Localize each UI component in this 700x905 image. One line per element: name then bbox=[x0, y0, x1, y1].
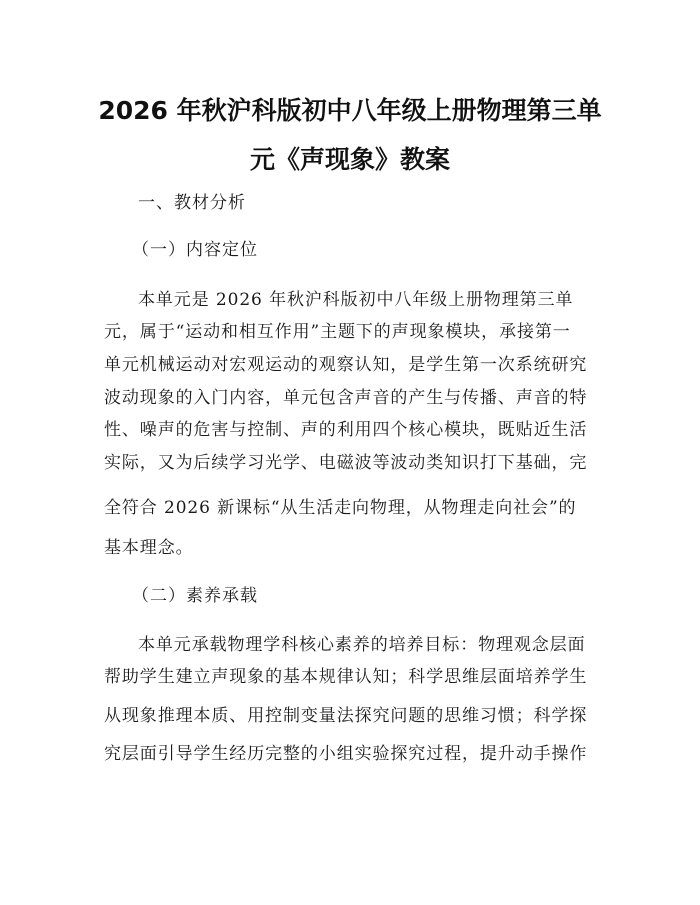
title-line-2: 元《声现象》教案 bbox=[249, 145, 450, 174]
title-line-1: 2026 年秋沪科版初中八年级上册物理第三单 bbox=[98, 96, 602, 125]
paragraph-line: 本单元是 2026 年秋沪科版初中八年级上册物理第三单 bbox=[138, 290, 574, 310]
paragraph-line: 本单元承载物理学科核心素养的培养目标：物理观念层面 bbox=[138, 635, 586, 655]
paragraph-line: 全符合 2026 新课标“从生活走向物理，从物理走向社会”的 bbox=[104, 498, 577, 518]
subsection-heading-content-positioning: （一）内容定位 bbox=[132, 240, 258, 260]
paragraph-line: 实际，又为后续学习光学、电磁波等波动类知识打下基础，完 bbox=[104, 453, 588, 473]
document-title bbox=[60, 86, 640, 184]
paragraph-line: 波动现象的入门内容，单元包含声音的产生与传播、声音的特 bbox=[104, 388, 588, 408]
paragraph-line: 帮助学生建立声现象的基本规律认知；科学思维层面培养学生 bbox=[104, 667, 588, 687]
paragraph-line: 单元机械运动对宏观运动的观察认知，是学生第一次系统研究 bbox=[104, 355, 588, 375]
paragraph-line: 基本理念。 bbox=[104, 538, 194, 558]
subsection-heading-literacy: （二）素养承载 bbox=[132, 586, 258, 606]
section-heading-textbook-analysis: 一、教材分析 bbox=[138, 193, 246, 213]
paragraph-line: 性、噪声的危害与控制、声的利用四个核心模块，既贴近生活 bbox=[104, 420, 588, 440]
paragraph-line: 究层面引导学生经历完整的小组实验探究过程，提升动手操作 bbox=[104, 744, 588, 764]
paragraph-line: 从现象推理本质、用控制变量法探究问题的思维习惯；科学探 bbox=[104, 706, 588, 726]
paragraph-line: 元，属于“运动和相互作用”主题下的声现象模块，承接第一 bbox=[104, 322, 571, 342]
